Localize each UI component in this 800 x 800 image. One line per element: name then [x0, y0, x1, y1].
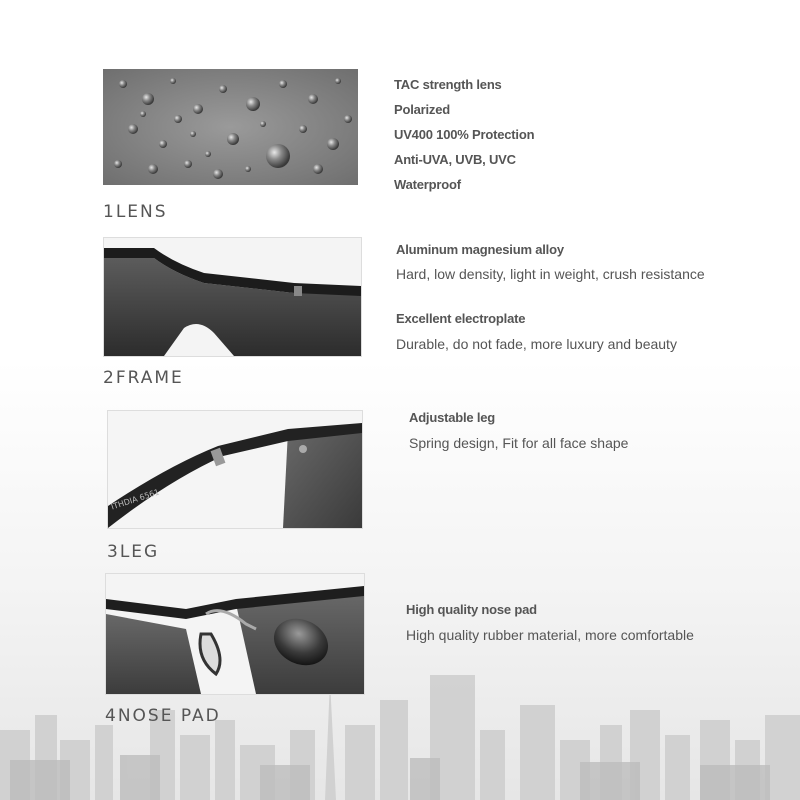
section-3-caption [107, 542, 159, 562]
leg-photo [107, 410, 363, 529]
leg-feature-1-title: Adjustable leg [409, 410, 496, 425]
frame-feature-2-title: Excellent electroplate [396, 311, 526, 326]
frame-photo [103, 237, 362, 357]
leg-feature-1-desc: Spring design, Fit for all face shape [409, 435, 629, 451]
frame-feature-1-desc: Hard, low density, light in weight, crush resistance [396, 266, 705, 282]
lens-feature-2: Polarized [394, 102, 450, 117]
nose-pad-photo [105, 573, 365, 695]
nose-pad-feature-1-desc: High quality rubber material, more comfortable [406, 627, 694, 643]
frame-feature-1-title: Aluminum magnesium alloy [396, 242, 564, 257]
section-1-name: LENS [115, 202, 168, 222]
frame-feature-2-desc: Durable, do not fade, more luxury and beauty [396, 336, 677, 352]
section-4-number: 4 [105, 706, 118, 726]
lens-photo [103, 69, 358, 185]
lens-feature-3: UV400 100% Protection [394, 127, 535, 142]
section-4-name: NOSE PAD [117, 706, 221, 726]
lens-feature-5: Waterproof [394, 177, 461, 192]
lens-feature-1: TAC strength lens [394, 77, 502, 92]
section-3-number: 3 [107, 542, 120, 562]
section-2-caption [103, 368, 184, 388]
lens-feature-4: Anti-UVA, UVB, UVC [394, 152, 516, 167]
section-2-name: FRAME [115, 368, 184, 388]
section-1-number: 1 [103, 202, 116, 222]
leg-photo-engraving: ITHDIA 6561 [110, 487, 161, 512]
section-4-caption [105, 706, 221, 726]
section-3-name: LEG [119, 542, 160, 562]
section-1-caption [103, 202, 168, 222]
nose-pad-feature-1-title: High quality nose pad [406, 602, 537, 617]
section-2-number: 2 [103, 368, 116, 388]
